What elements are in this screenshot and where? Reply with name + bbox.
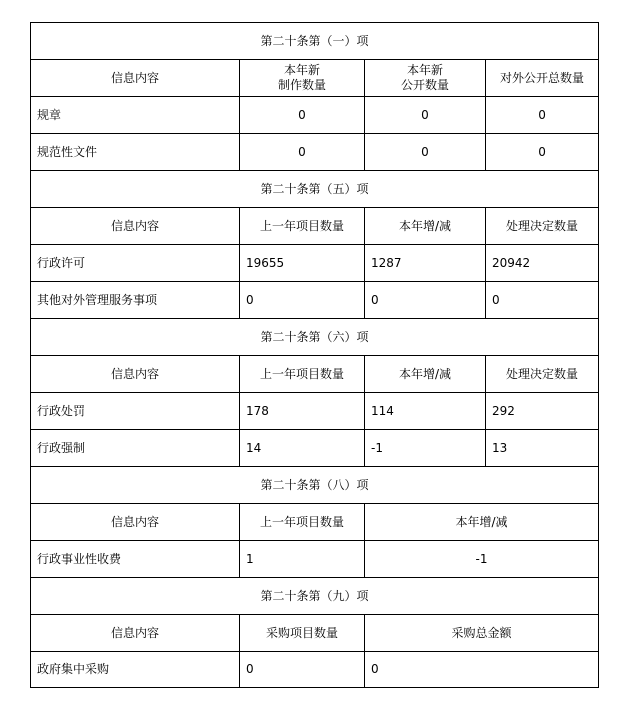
cell-value: -1 xyxy=(365,541,599,578)
table-row xyxy=(31,652,599,688)
row-label: 规范性文件 xyxy=(31,134,240,171)
cell-value: 0 xyxy=(486,282,599,319)
section-title-row xyxy=(31,467,599,504)
table-row xyxy=(31,541,599,578)
section-title: 第二十条第（九）项 xyxy=(31,578,599,615)
table-row xyxy=(31,97,599,134)
header-row xyxy=(31,208,599,245)
section-title-row xyxy=(31,319,599,356)
header-cell: 本年增/减 xyxy=(365,356,486,393)
cell-value: 0 xyxy=(240,282,365,319)
cell-value: 0 xyxy=(365,652,599,688)
header-cell: 本年增/减 xyxy=(365,504,599,541)
cell-value: 0 xyxy=(365,134,486,171)
header-line: 公开数量 xyxy=(400,78,449,92)
section-title: 第二十条第（一）项 xyxy=(31,23,599,60)
section-title-row xyxy=(31,23,599,60)
header-line: 本年新 xyxy=(406,63,443,77)
header-cell: 处理决定数量 xyxy=(486,356,599,393)
cell-value: 1287 xyxy=(365,245,486,282)
header-line: 本年新 xyxy=(283,63,320,77)
header-cell: 信息内容 xyxy=(31,208,240,245)
cell-value: 0 xyxy=(365,97,486,134)
header-cell: 信息内容 xyxy=(31,615,240,652)
row-label: 行政事业性收费 xyxy=(31,541,240,578)
cell-value: 0 xyxy=(240,652,365,688)
table-row xyxy=(31,430,599,467)
section-title: 第二十条第（六）项 xyxy=(31,319,599,356)
header-cell: 上一年项目数量 xyxy=(240,208,365,245)
header-cell: 处理决定数量 xyxy=(486,208,599,245)
header-cell: 信息内容 xyxy=(31,504,240,541)
row-label: 规章 xyxy=(31,97,240,134)
cell-value: 178 xyxy=(240,393,365,430)
cell-value: 0 xyxy=(365,282,486,319)
header-row xyxy=(31,356,599,393)
row-label: 行政处罚 xyxy=(31,393,240,430)
cell-value: 0 xyxy=(240,134,365,171)
section-title: 第二十条第（八）项 xyxy=(31,467,599,504)
header-cell: 信息内容 xyxy=(31,356,240,393)
header-cell: 采购总金额 xyxy=(365,615,599,652)
table-row xyxy=(31,245,599,282)
section-title-row xyxy=(31,578,599,615)
cell-value: 0 xyxy=(486,97,599,134)
header-cell-new-made-count xyxy=(240,60,365,97)
header-cell: 本年增/减 xyxy=(365,208,486,245)
header-row xyxy=(31,615,599,652)
cell-value: 1 xyxy=(240,541,365,578)
table-row xyxy=(31,282,599,319)
section-title-row xyxy=(31,171,599,208)
table-row xyxy=(31,134,599,171)
header-cell: 上一年项目数量 xyxy=(240,504,365,541)
cell-value: 13 xyxy=(486,430,599,467)
cell-value: 20942 xyxy=(486,245,599,282)
cell-value: -1 xyxy=(365,430,486,467)
row-label: 行政强制 xyxy=(31,430,240,467)
cell-value: 14 xyxy=(240,430,365,467)
table-row xyxy=(31,393,599,430)
row-label: 其他对外管理服务事项 xyxy=(31,282,240,319)
row-label: 政府集中采购 xyxy=(31,652,240,688)
cell-value: 0 xyxy=(486,134,599,171)
cell-value: 0 xyxy=(240,97,365,134)
cell-value: 292 xyxy=(486,393,599,430)
header-line: 制作数量 xyxy=(277,78,326,92)
header-cell-new-public-count xyxy=(365,60,486,97)
header-row xyxy=(31,60,599,97)
header-cell-info-content: 信息内容 xyxy=(31,60,240,97)
header-cell: 采购项目数量 xyxy=(240,615,365,652)
cell-value: 19655 xyxy=(240,245,365,282)
row-label: 行政许可 xyxy=(31,245,240,282)
disclosure-report-table xyxy=(30,22,599,688)
header-row xyxy=(31,504,599,541)
section-title: 第二十条第（五）项 xyxy=(31,171,599,208)
header-cell: 上一年项目数量 xyxy=(240,356,365,393)
header-cell-total-public-count: 对外公开总数量 xyxy=(486,60,599,97)
cell-value: 114 xyxy=(365,393,486,430)
